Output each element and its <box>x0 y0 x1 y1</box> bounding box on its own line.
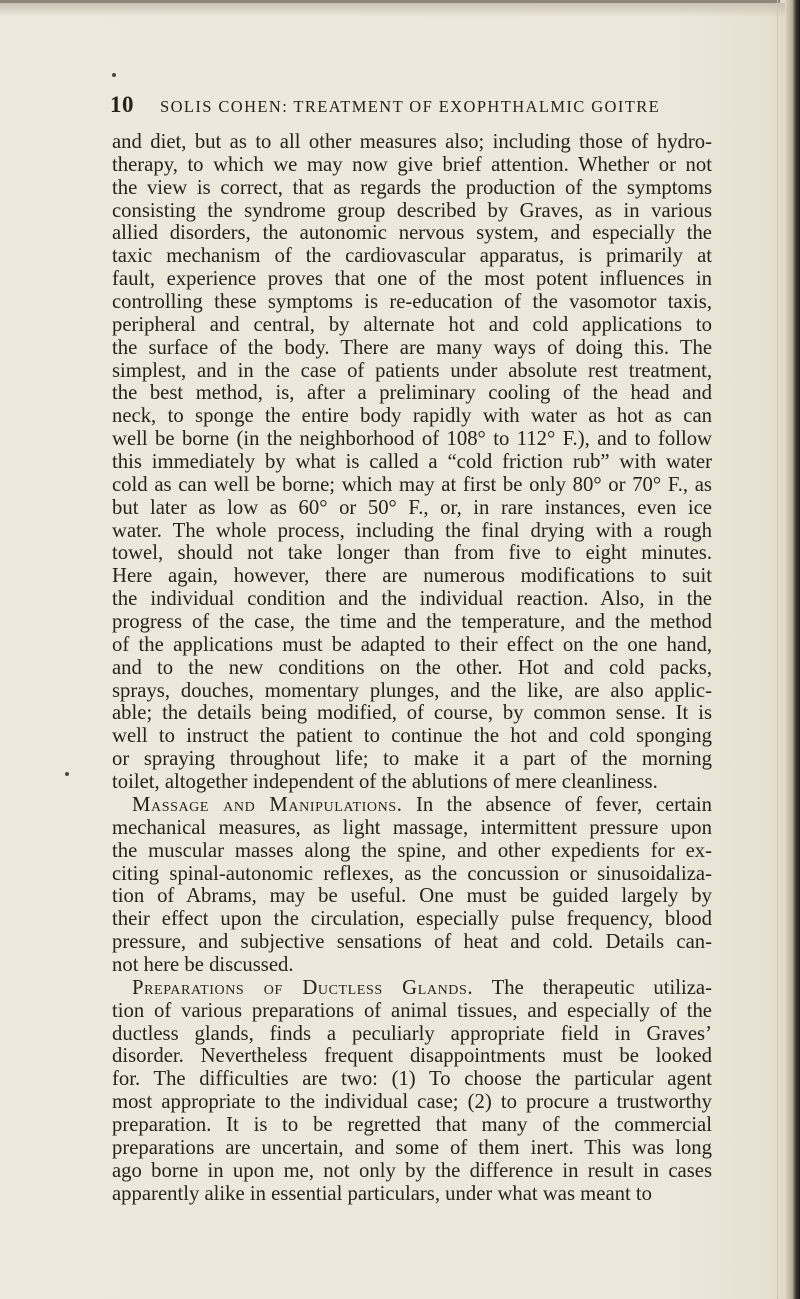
text-line: consisting the syndrome group described by Graves, as in various <box>112 199 712 222</box>
text-line: towel, should not take longer than from five to eight minutes. <box>112 542 712 565</box>
running-header <box>110 92 710 116</box>
text-line: fault, experience proves that one of the most potent influences in <box>112 268 712 291</box>
line-text: The therapeutic utiliza- <box>491 976 712 999</box>
text-line: water. The whole process, including the final drying with a rough <box>112 519 712 542</box>
running-head: SOLIS COHEN: TREATMENT OF EXOPHTHALMIC GOITRE <box>160 97 661 116</box>
text-line <box>112 977 712 1000</box>
speck <box>65 772 69 776</box>
text-line: able; the details being modified, of course, by common sense. It is <box>112 702 712 725</box>
text-line: of the applications must be adapted to their effect on the one hand, <box>112 633 712 656</box>
text-line: taxic mechanism of the cardiovascular apparatus, is primarily at <box>112 245 712 268</box>
text-line: preparations are uncertain, and some of them inert. This was long <box>112 1136 712 1159</box>
text-line: this immediately by what is called a “cold friction rub” with water <box>112 451 712 474</box>
text-line: Here again, however, there are numerous modifications to suit <box>112 565 712 588</box>
text-line: ago borne in upon me, not only by the difference in result in cases <box>112 1159 712 1182</box>
text-line: pressure, and subjective sensations of heat and cold. Details can- <box>112 931 712 954</box>
text-line: cold as can well be borne; which may at first be only 80° or 70° F., as <box>112 473 712 496</box>
text-line: the best method, is, after a preliminary cooling of the head and <box>112 382 712 405</box>
text-line: and to the new conditions on the other. Hot and cold packs, <box>112 656 712 679</box>
text-line: but later as low as 60° or 50° F., or, in rare instances, even ice <box>112 496 712 519</box>
section-heading: Preparations of Ductless Glands. <box>132 976 474 999</box>
text-line: the view is correct, that as regards the production of the symptoms <box>112 176 712 199</box>
text-line: or spraying throughout life; to make it a part of the morning <box>112 748 712 771</box>
page-binding-edge <box>786 0 800 1299</box>
text-line: sprays, douches, momentary plunges, and the like, are also applic- <box>112 679 712 702</box>
text-line: the muscular masses along the spine, and other expedients for ex- <box>112 839 712 862</box>
text-line: for. The difficulties are two: (1) To choose the particular agent <box>112 1068 712 1091</box>
page-number: 10 <box>110 92 134 117</box>
text-line: well be borne (in the neighborhood of 108° to 112° F.), and to follow <box>112 428 712 451</box>
speck <box>112 73 116 77</box>
text-line: their effect upon the circulation, especially pulse frequency, blood <box>112 908 712 931</box>
text-line: peripheral and central, by alternate hot and cold applications to <box>112 313 712 336</box>
text-line: preparation. It is to be regretted that many of the commercial <box>112 1113 712 1136</box>
text-line: most appropriate to the individual case; (2) to procure a trustworthy <box>112 1091 712 1114</box>
body-text <box>112 131 712 1205</box>
text-line: citing spinal-autonomic reflexes, as the concussion or sinusoidaliza- <box>112 862 712 885</box>
text-line: tion of various preparations of animal tissues, and especially of the <box>112 999 712 1022</box>
text-line: therapy, to which we may now give brief attention. Whether or not <box>112 153 712 176</box>
text-line <box>112 794 712 817</box>
text-line: not here be discussed. <box>112 953 294 976</box>
line-text: In the absence of fever, certain <box>416 793 712 816</box>
page-edge-line <box>777 0 778 1299</box>
text-line: allied disorders, the autonomic nervous system, and especially the <box>112 222 712 245</box>
text-line: disorder. Nevertheless frequent disappointments must be looked <box>112 1045 712 1068</box>
top-shade <box>0 3 785 17</box>
text-line: ductless glands, finds a peculiarly appropriate field in Graves’ <box>112 1022 712 1045</box>
text-line: and diet, but as to all other measures also; including those of hydro- <box>112 131 712 153</box>
text-line: tion of Abrams, may be useful. One must be guided largely by <box>112 885 712 908</box>
text-line: apparently alike in essential particulars, under what was meant to <box>112 1182 652 1205</box>
section-heading: Massage and Manipulations. <box>132 793 403 816</box>
text-line: neck, to sponge the entire body rapidly with water as hot as can <box>112 405 712 428</box>
text-line: controlling these symptoms is re-education of the vasomotor taxis, <box>112 291 712 314</box>
text-line: progress of the case, the time and the temperature, and the method <box>112 611 712 634</box>
text-line: the individual condition and the individual reaction. Also, in the <box>112 588 712 611</box>
text-line: the surface of the body. There are many ways of doing this. The <box>112 336 712 359</box>
text-line: toilet, altogether independent of the ablutions of mere cleanliness. <box>112 771 658 794</box>
text-line: mechanical measures, as light massage, intermittent pressure upon <box>112 816 712 839</box>
text-line: well to instruct the patient to continue the hot and cold sponging <box>112 725 712 748</box>
text-line: simplest, and in the case of patients under absolute rest treatment, <box>112 359 712 382</box>
